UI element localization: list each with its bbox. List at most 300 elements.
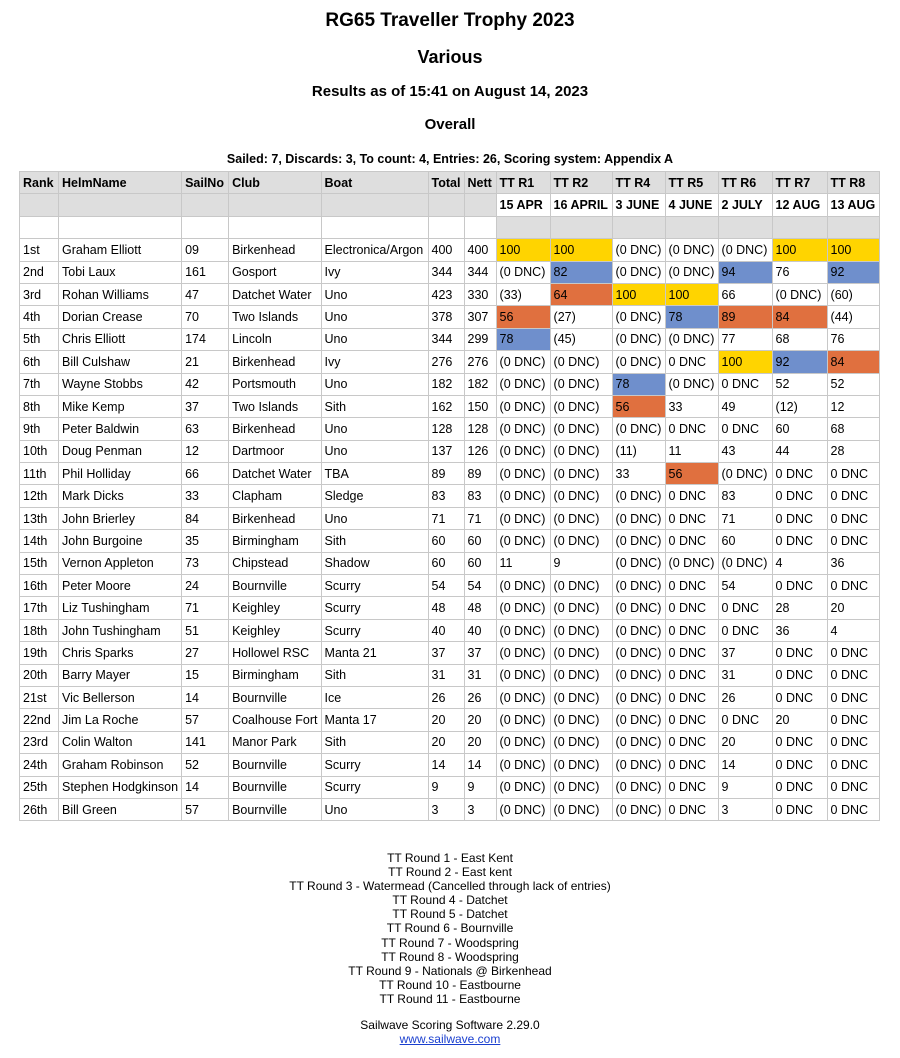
table-cell: (0 DNC) (612, 530, 665, 552)
table-cell: Sith (321, 530, 428, 552)
table-cell: 0 DNC (665, 776, 718, 798)
table-cell: Shadow (321, 552, 428, 574)
table-cell: 0 DNC (772, 731, 827, 753)
table-cell: Mark Dicks (59, 485, 182, 507)
table-cell: 128 (464, 418, 496, 440)
table-cell: 3 (428, 798, 464, 820)
table-cell: Keighley (229, 619, 321, 641)
table-cell: 89 (464, 463, 496, 485)
table-cell: Uno (321, 283, 428, 305)
table-cell: 78 (665, 306, 718, 328)
table-cell: Coalhouse Fort (229, 709, 321, 731)
table-cell: 11 (665, 440, 718, 462)
table-cell: 24 (182, 575, 229, 597)
table-cell: 0 DNC (827, 686, 879, 708)
table-cell: 21 (182, 351, 229, 373)
table-cell: (0 DNC) (665, 552, 718, 574)
table-cell: 68 (827, 418, 879, 440)
table-cell: (33) (496, 283, 550, 305)
table-cell: (45) (550, 328, 612, 350)
table-cell: 60 (428, 552, 464, 574)
table-cell: 33 (665, 395, 718, 417)
table-row (20, 597, 880, 619)
table-cell: 36 (772, 619, 827, 641)
table-cell: (0 DNC) (550, 597, 612, 619)
table-row (20, 261, 880, 283)
table-cell: 56 (496, 306, 550, 328)
table-cell: Tobi Laux (59, 261, 182, 283)
table-row (20, 507, 880, 529)
table-cell: 13th (20, 507, 59, 529)
column-header: TT R8 (827, 172, 879, 194)
round-note: TT Round 1 - East Kent (387, 851, 513, 865)
table-cell: 9 (550, 552, 612, 574)
table-cell: 100 (772, 239, 827, 261)
table-cell: 37 (182, 395, 229, 417)
table-cell: 17th (20, 597, 59, 619)
table-cell: (0 DNC) (612, 754, 665, 776)
table-cell: Chris Elliott (59, 328, 182, 350)
table-cell: 40 (464, 619, 496, 641)
table-row (20, 463, 880, 485)
table-cell: Scurry (321, 575, 428, 597)
table-cell: 54 (464, 575, 496, 597)
table-cell: Uno (321, 373, 428, 395)
table-cell: Portsmouth (229, 373, 321, 395)
table-cell: Mike Kemp (59, 395, 182, 417)
table-row (20, 664, 880, 686)
table-cell: 3rd (20, 283, 59, 305)
table-cell: 84 (182, 507, 229, 529)
table-cell: (0 DNC) (496, 575, 550, 597)
table-cell: 71 (464, 507, 496, 529)
table-cell: 12 (827, 395, 879, 417)
table-cell: (0 DNC) (612, 239, 665, 261)
table-cell: 3 (718, 798, 772, 820)
blank-cell (321, 194, 428, 216)
table-cell: Jim La Roche (59, 709, 182, 731)
table-cell: 0 DNC (665, 731, 718, 753)
table-cell: (0 DNC) (665, 261, 718, 283)
table-cell: (0 DNC) (496, 351, 550, 373)
table-cell: (0 DNC) (665, 373, 718, 395)
race-date: 4 JUNE (665, 194, 718, 216)
table-row (20, 283, 880, 305)
table-row (20, 552, 880, 574)
table-cell: (0 DNC) (612, 351, 665, 373)
table-cell: 0 DNC (772, 485, 827, 507)
table-cell: 12th (20, 485, 59, 507)
table-cell: Sith (321, 395, 428, 417)
table-row (20, 642, 880, 664)
table-row (20, 798, 880, 820)
table-cell: (0 DNC) (612, 776, 665, 798)
table-cell: 31 (428, 664, 464, 686)
table-cell: Bill Green (59, 798, 182, 820)
table-cell: 0 DNC (718, 373, 772, 395)
table-cell: 0 DNC (827, 731, 879, 753)
column-header: TT R5 (665, 172, 718, 194)
table-cell: 0 DNC (772, 463, 827, 485)
table-cell: 0 DNC (772, 754, 827, 776)
blank-cell (20, 194, 59, 216)
table-cell: Clapham (229, 485, 321, 507)
table-cell: 0 DNC (665, 597, 718, 619)
table-row (20, 239, 880, 261)
table-cell: 3 (464, 798, 496, 820)
table-cell: 10th (20, 440, 59, 462)
table-cell: (0 DNC) (550, 798, 612, 820)
table-cell: (0 DNC) (550, 395, 612, 417)
table-cell: 68 (772, 328, 827, 350)
table-cell: (0 DNC) (612, 731, 665, 753)
table-cell: 0 DNC (827, 709, 879, 731)
table-row (20, 328, 880, 350)
table-cell: (0 DNC) (496, 686, 550, 708)
table-cell: (0 DNC) (496, 373, 550, 395)
section-title: Overall (424, 116, 476, 133)
table-cell: Hollowel RSC (229, 642, 321, 664)
table-cell: 137 (428, 440, 464, 462)
table-cell: (0 DNC) (665, 239, 718, 261)
table-cell: (0 DNC) (550, 642, 612, 664)
table-cell: (0 DNC) (550, 373, 612, 395)
sailwave-link[interactable]: www.sailwave.com (399, 1032, 501, 1046)
table-cell: Ivy (321, 261, 428, 283)
table-cell: (0 DNC) (550, 709, 612, 731)
table-cell: 33 (182, 485, 229, 507)
table-cell: Birmingham (229, 664, 321, 686)
table-cell: 71 (182, 597, 229, 619)
table-cell: 0 DNC (665, 485, 718, 507)
table-cell: Uno (321, 798, 428, 820)
table-cell: Scurry (321, 776, 428, 798)
table-cell: 84 (772, 306, 827, 328)
table-cell: 0 DNC (665, 575, 718, 597)
table-cell: 64 (550, 283, 612, 305)
table-cell: 26 (464, 686, 496, 708)
table-cell: 0 DNC (827, 575, 879, 597)
table-cell: 299 (464, 328, 496, 350)
table-row (20, 731, 880, 753)
column-header: Boat (321, 172, 428, 194)
round-note: TT Round 2 - East kent (388, 865, 512, 880)
table-cell: 0 DNC (827, 463, 879, 485)
table-cell: 27 (182, 642, 229, 664)
table-cell: 77 (718, 328, 772, 350)
table-cell: Sith (321, 731, 428, 753)
table-cell: Uno (321, 507, 428, 529)
table-cell: (0 DNC) (550, 754, 612, 776)
table-cell: 15 (182, 664, 229, 686)
table-cell: Barry Mayer (59, 664, 182, 686)
table-cell: 78 (612, 373, 665, 395)
table-cell: 60 (464, 530, 496, 552)
race-date: 13 AUG (827, 194, 879, 216)
race-date: 16 APRIL (550, 194, 612, 216)
table-cell: Vic Bellerson (59, 686, 182, 708)
table-cell: Liz Tushingham (59, 597, 182, 619)
table-cell: Two Islands (229, 395, 321, 417)
table-cell: Uno (321, 418, 428, 440)
table-cell: 52 (827, 373, 879, 395)
table-cell: 0 DNC (665, 507, 718, 529)
table-cell: 0 DNC (827, 530, 879, 552)
table-cell: (0 DNC) (550, 485, 612, 507)
page-title: RG65 Traveller Trophy 2023 (325, 10, 575, 31)
table-cell: 141 (182, 731, 229, 753)
table-cell: 20 (827, 597, 879, 619)
table-cell: 100 (718, 351, 772, 373)
table-cell: 23rd (20, 731, 59, 753)
table-cell: 71 (718, 507, 772, 529)
table-cell: 84 (827, 351, 879, 373)
table-cell: (0 DNC) (550, 530, 612, 552)
table-cell: Keighley (229, 597, 321, 619)
table-cell: 0 DNC (665, 686, 718, 708)
table-cell: (0 DNC) (496, 776, 550, 798)
table-cell: 0 DNC (665, 619, 718, 641)
race-date: 15 APR (496, 194, 550, 216)
table-cell: (0 DNC) (718, 239, 772, 261)
table-row (20, 306, 880, 328)
table-cell: 174 (182, 328, 229, 350)
table-cell: 43 (718, 440, 772, 462)
table-cell: Uno (321, 440, 428, 462)
blank-cell (229, 194, 321, 216)
table-cell: Graham Elliott (59, 239, 182, 261)
table-cell: 20 (428, 731, 464, 753)
table-cell: Birmingham (229, 530, 321, 552)
table-cell: (0 DNC) (612, 507, 665, 529)
blank-cell (321, 216, 428, 238)
table-cell: 78 (496, 328, 550, 350)
table-cell: 26 (428, 686, 464, 708)
table-cell: Manor Park (229, 731, 321, 753)
table-cell: 0 DNC (665, 530, 718, 552)
table-cell: Ivy (321, 351, 428, 373)
blank-cell (496, 216, 550, 238)
table-cell: Gosport (229, 261, 321, 283)
table-cell: 100 (612, 283, 665, 305)
table-cell: Birkenhead (229, 239, 321, 261)
table-cell: 276 (464, 351, 496, 373)
table-cell: 63 (182, 418, 229, 440)
table-cell: 49 (718, 395, 772, 417)
race-date: 3 JUNE (612, 194, 665, 216)
column-header: TT R4 (612, 172, 665, 194)
table-cell: 19th (20, 642, 59, 664)
table-cell: (0 DNC) (612, 642, 665, 664)
table-cell: Graham Robinson (59, 754, 182, 776)
table-cell: 20th (20, 664, 59, 686)
table-cell: 0 DNC (772, 575, 827, 597)
table-cell: 21st (20, 686, 59, 708)
table-cell: Scurry (321, 619, 428, 641)
blank-cell (182, 194, 229, 216)
table-cell: 48 (428, 597, 464, 619)
table-cell: 0 DNC (665, 798, 718, 820)
table-cell: 15th (20, 552, 59, 574)
table-cell: 7th (20, 373, 59, 395)
table-cell: 400 (464, 239, 496, 261)
table-cell: 20 (464, 709, 496, 731)
table-cell: 83 (428, 485, 464, 507)
table-cell: 400 (428, 239, 464, 261)
table-cell: 83 (464, 485, 496, 507)
table-cell: 4 (827, 619, 879, 641)
table-cell: Peter Baldwin (59, 418, 182, 440)
table-cell: (0 DNC) (550, 351, 612, 373)
table-row (20, 395, 880, 417)
table-cell: (0 DNC) (612, 328, 665, 350)
table-cell: (0 DNC) (496, 395, 550, 417)
table-cell: 0 DNC (827, 485, 879, 507)
table-row (20, 418, 880, 440)
table-cell: 52 (772, 373, 827, 395)
table-cell: Electronica/Argon (321, 239, 428, 261)
table-cell: 66 (182, 463, 229, 485)
table-cell: (0 DNC) (612, 418, 665, 440)
table-cell: (0 DNC) (612, 619, 665, 641)
table-row (20, 485, 880, 507)
table-cell: 0 DNC (665, 642, 718, 664)
table-cell: 0 DNC (718, 709, 772, 731)
table-row (20, 575, 880, 597)
column-header: TT R6 (718, 172, 772, 194)
results-table (19, 171, 880, 821)
table-cell: 0 DNC (665, 418, 718, 440)
table-cell: (0 DNC) (496, 530, 550, 552)
blank-cell (550, 216, 612, 238)
table-cell: Colin Walton (59, 731, 182, 753)
table-cell: (0 DNC) (612, 709, 665, 731)
table-cell: 330 (464, 283, 496, 305)
table-cell: 344 (428, 328, 464, 350)
table-row (20, 373, 880, 395)
table-cell: 14 (428, 754, 464, 776)
table-cell: (0 DNC) (496, 798, 550, 820)
column-header: HelmName (59, 172, 182, 194)
table-cell: Datchet Water (229, 283, 321, 305)
table-row (20, 440, 880, 462)
table-cell: 1st (20, 239, 59, 261)
race-date-row (20, 194, 880, 216)
column-header: TT R7 (772, 172, 827, 194)
table-cell: 14 (718, 754, 772, 776)
table-cell: John Brierley (59, 507, 182, 529)
table-cell: Dartmoor (229, 440, 321, 462)
table-cell: 0 DNC (718, 597, 772, 619)
table-row (20, 686, 880, 708)
table-cell: 42 (182, 373, 229, 395)
round-note: TT Round 8 - Woodspring (381, 949, 519, 964)
table-cell: Wayne Stobbs (59, 373, 182, 395)
table-cell: (0 DNC) (612, 306, 665, 328)
table-cell: Chris Sparks (59, 642, 182, 664)
table-cell: 73 (182, 552, 229, 574)
table-cell: 4 (772, 552, 827, 574)
table-cell: (0 DNC) (496, 642, 550, 664)
table-cell: 0 DNC (827, 798, 879, 820)
table-cell: 70 (182, 306, 229, 328)
blank-cell (428, 216, 464, 238)
table-cell: (0 DNC) (496, 619, 550, 641)
blank-cell (464, 194, 496, 216)
table-cell: 56 (665, 463, 718, 485)
table-cell: (0 DNC) (496, 507, 550, 529)
table-cell: Rohan Williams (59, 283, 182, 305)
table-cell: 14 (464, 754, 496, 776)
table-cell: 82 (550, 261, 612, 283)
table-cell: (0 DNC) (772, 283, 827, 305)
table-cell: 89 (718, 306, 772, 328)
table-cell: 36 (827, 552, 879, 574)
table-cell: 0 DNC (827, 664, 879, 686)
table-cell: (0 DNC) (612, 552, 665, 574)
table-cell: 0 DNC (772, 798, 827, 820)
table-cell: 18th (20, 619, 59, 641)
column-header: Total (428, 172, 464, 194)
table-cell: 0 DNC (827, 754, 879, 776)
blank-cell (59, 194, 182, 216)
table-cell: 60 (428, 530, 464, 552)
round-note: TT Round 6 - Bournville (386, 921, 514, 936)
table-cell: 9th (20, 418, 59, 440)
table-cell: (0 DNC) (496, 485, 550, 507)
table-cell: (0 DNC) (550, 731, 612, 753)
table-cell: 60 (772, 418, 827, 440)
table-cell: (0 DNC) (496, 597, 550, 619)
table-cell: 20 (464, 731, 496, 753)
table-cell: 378 (428, 306, 464, 328)
table-cell: 0 DNC (665, 709, 718, 731)
table-row (20, 619, 880, 641)
round-note: TT Round 10 - Eastbourne (379, 977, 521, 992)
table-cell: (0 DNC) (496, 731, 550, 753)
table-cell: 92 (772, 351, 827, 373)
table-cell: Bournville (229, 575, 321, 597)
table-cell: 0 DNC (772, 686, 827, 708)
column-header: SailNo (182, 172, 229, 194)
table-cell: 33 (612, 463, 665, 485)
table-cell: 66 (718, 283, 772, 305)
table-cell: 54 (428, 575, 464, 597)
table-cell: (0 DNC) (496, 418, 550, 440)
blank-cell (612, 216, 665, 238)
table-cell: (60) (827, 283, 879, 305)
table-cell: 182 (464, 373, 496, 395)
table-cell: 26th (20, 798, 59, 820)
blank-cell (20, 216, 59, 238)
table-cell: (0 DNC) (550, 575, 612, 597)
blank-cell (464, 216, 496, 238)
table-cell: Scurry (321, 597, 428, 619)
race-date: 12 AUG (772, 194, 827, 216)
table-cell: 0 DNC (772, 642, 827, 664)
table-cell: 28 (772, 597, 827, 619)
column-header: Club (229, 172, 321, 194)
table-cell: (0 DNC) (612, 798, 665, 820)
blank-cell (182, 216, 229, 238)
table-cell: 4th (20, 306, 59, 328)
table-cell: 9 (464, 776, 496, 798)
table-cell: (0 DNC) (718, 552, 772, 574)
round-notes (0, 851, 900, 1006)
table-cell: 22nd (20, 709, 59, 731)
table-cell: Doug Penman (59, 440, 182, 462)
table-cell: 0 DNC (772, 530, 827, 552)
